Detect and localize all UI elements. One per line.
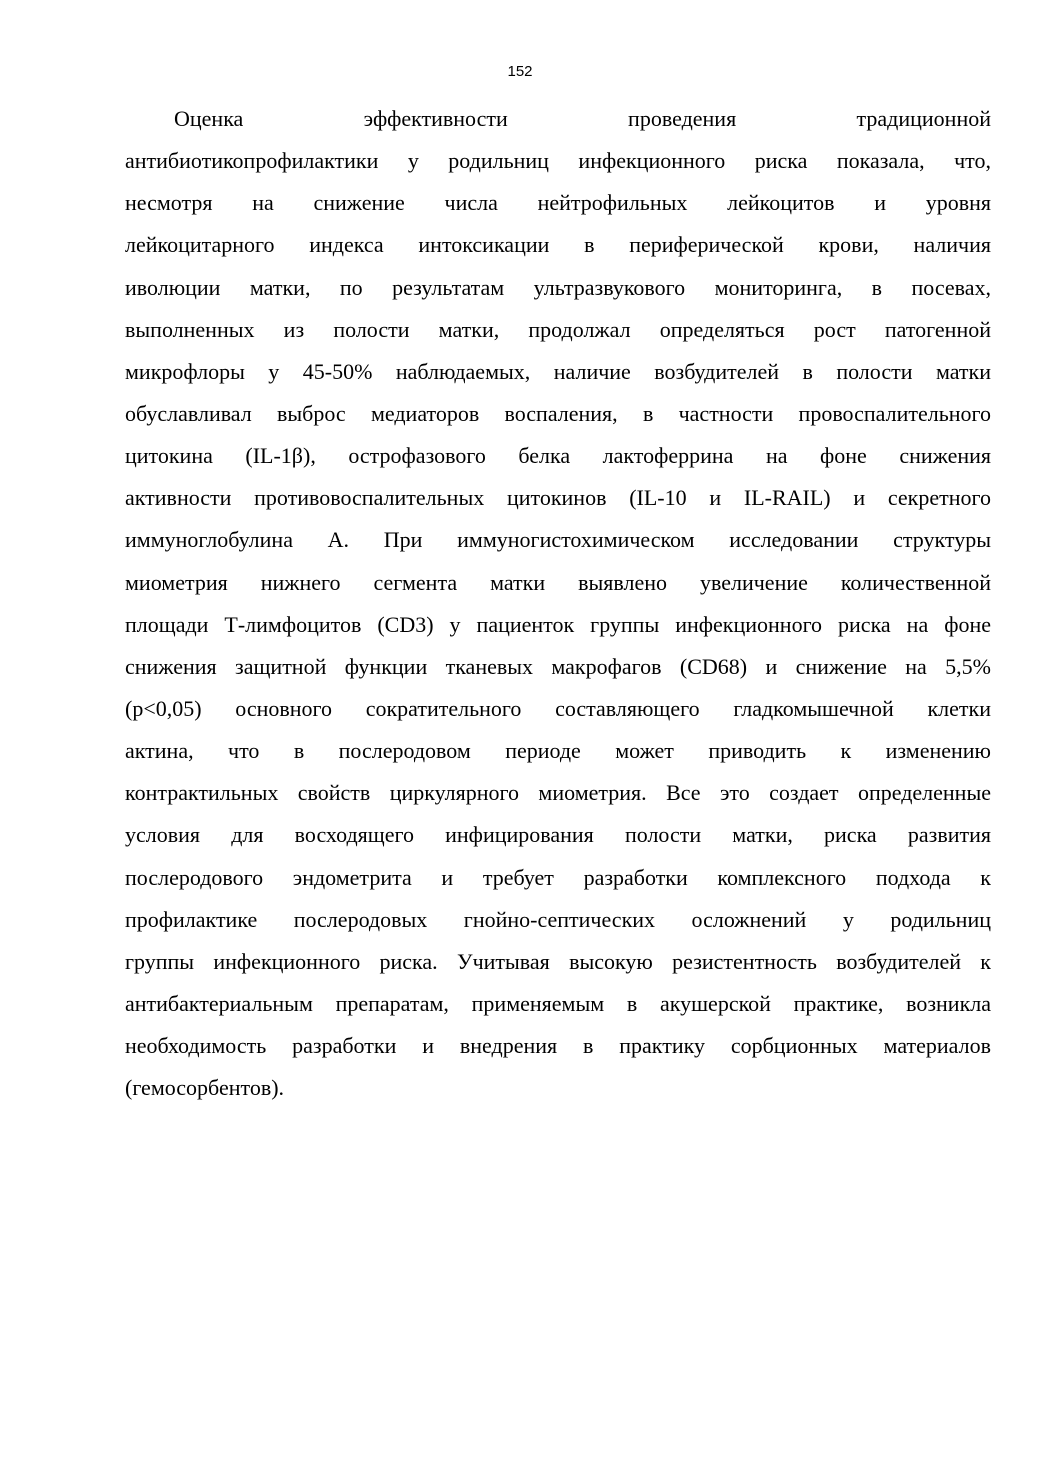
paragraph-line: антибиотикопрофилактики у родильниц инфекционного риска показала, что,: [125, 148, 991, 174]
paragraph-line: цитокина (IL-1β), острофазового белка лактоферрина на фоне снижения: [125, 443, 991, 469]
paragraph-line: (р<0,05) основного сократительного составляющего гладкомышечной клетки: [125, 695, 991, 721]
paragraph-line: Оценка эффективности проведения традиционной: [174, 106, 991, 131]
paragraph-line: актина, что в послеродовом периоде может приводить к изменению: [125, 738, 991, 764]
paragraph-line: условия для восходящего инфицирования полости матки, риска развития: [125, 822, 991, 848]
paragraph-line: (гемосорбентов).: [125, 1075, 285, 1101]
paragraph-line: лейкоцитарного индекса интоксикации в периферической крови, наличия: [125, 232, 991, 258]
paragraph-line: микрофлоры у 45-50% наблюдаемых, наличие возбудителей в полости матки: [125, 358, 991, 384]
page-number: 152: [507, 63, 533, 80]
paragraph-line: группы инфекционного риска. Учитывая высокую резистентность возбудителей к: [125, 948, 991, 974]
paragraph-line: необходимость разработки и внедрения в практику сорбционных материалов: [125, 1033, 991, 1059]
paragraph-line: площади Т-лимфоцитов (CD3) у пациенток группы инфекционного риска на фоне: [125, 611, 991, 637]
paragraph-line: иволюции матки, по результатам ультразвукового мониторинга, в посевах,: [125, 274, 991, 300]
paragraph-line: антибактериальным препаратам, применяемым в акушерской практике, возникла: [125, 990, 991, 1016]
body-paragraph: [125, 98, 991, 1109]
paragraph-line: послеродового эндометрита и требует разработки комплексного подхода к: [125, 864, 991, 890]
paragraph-line: обуславливал выброс медиаторов воспаления, в частности провоспалительного: [125, 400, 991, 426]
paragraph-line: профилактике послеродовых гнойно-септических осложнений у родильниц: [125, 906, 991, 932]
paragraph-line: контрактильных свойств циркулярного миометрия. Все это создает определенные: [125, 780, 991, 806]
paragraph-line: иммуноглобулина А. При иммуногистохимическом исследовании структуры: [125, 527, 991, 553]
paragraph-line: снижения защитной функции тканевых макрофагов (CD68) и снижение на 5,5%: [125, 653, 991, 679]
paragraph-line: миометрия нижнего сегмента матки выявлено увеличение количественной: [125, 569, 991, 595]
paragraph-line: несмотря на снижение числа нейтрофильных лейкоцитов и уровня: [125, 190, 991, 216]
paragraph-line: выполненных из полости матки, продолжал определяться рост патогенной: [125, 316, 991, 342]
paragraph-line: активности противовоспалительных цитокинов (IL-10 и IL-RAIL) и секретного: [125, 485, 991, 511]
